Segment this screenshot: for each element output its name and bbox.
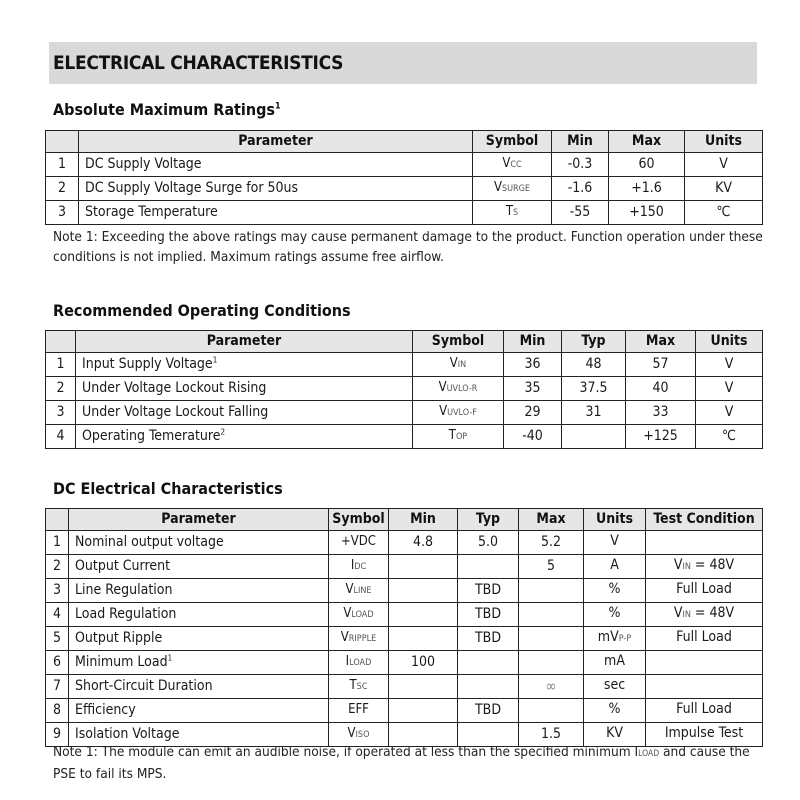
col-header-units: Units: [696, 331, 763, 353]
symbol-main: V: [340, 630, 349, 645]
parameter-text: DC Supply Voltage Surge for 50us: [85, 180, 299, 196]
parameter-text: Under Voltage Lockout Rising: [82, 380, 267, 396]
row-number-cell: 4: [46, 425, 76, 449]
abs-max-title: [53, 100, 281, 119]
max-cell: +1.6: [609, 177, 685, 201]
symbol-main: V: [438, 380, 447, 395]
table-row: [46, 603, 763, 627]
condition-main: Full Load: [676, 581, 732, 597]
rec-op-table: [45, 330, 763, 449]
row-number-cell: 1: [46, 353, 76, 377]
max-cell: [519, 627, 584, 651]
test-condition-cell: [646, 579, 763, 603]
condition-rest: = 48V: [690, 605, 735, 621]
symbol-main: +VDC: [341, 534, 376, 549]
parameter-cell: [69, 531, 329, 555]
condition-main: Full Load: [676, 629, 732, 645]
units-subscript: P-P: [618, 634, 632, 644]
min-cell: 35: [504, 377, 562, 401]
symbol-main: T: [349, 678, 357, 693]
units-cell: [584, 675, 646, 699]
min-cell: [389, 603, 458, 627]
typ-cell: 48: [562, 353, 626, 377]
test-condition-cell: [646, 555, 763, 579]
row-number-cell: 3: [46, 201, 79, 225]
table-row: [46, 699, 763, 723]
row-number-cell: 5: [46, 627, 69, 651]
parameter-cell: [79, 177, 473, 201]
col-header-parameter: Parameter: [76, 331, 413, 353]
units-main: sec: [603, 677, 626, 693]
symbol-subscript: UVLO-R: [446, 384, 478, 394]
units-cell: V: [696, 401, 763, 425]
symbol-cell: [413, 353, 504, 377]
min-cell: 29: [504, 401, 562, 425]
symbol-cell: [329, 699, 389, 723]
units-cell: [584, 699, 646, 723]
min-cell: -0.3: [552, 153, 609, 177]
parameter-cell: [76, 425, 413, 449]
row-number-cell: 3: [46, 579, 69, 603]
symbol-main: T: [505, 204, 513, 219]
parameter-text: Minimum Load: [75, 654, 168, 670]
table-row: [46, 531, 763, 555]
condition-main: Impulse Test: [664, 725, 744, 741]
typ-cell: 5.0: [458, 531, 519, 555]
dc-note-subscript: LOAD: [638, 749, 660, 759]
row-number-cell: 2: [46, 555, 69, 579]
parameter-cell: [69, 555, 329, 579]
typ-cell: TBD: [458, 627, 519, 651]
parameter-text: Storage Temperature: [85, 204, 218, 220]
condition-main: V: [673, 605, 683, 621]
condition-main: V: [673, 557, 683, 573]
max-cell: 5: [519, 555, 584, 579]
parameter-cell: [69, 675, 329, 699]
col-header-max: Max: [609, 131, 685, 153]
table-row: [46, 627, 763, 651]
parameter-text: Isolation Voltage: [75, 726, 180, 742]
col-header-test-condition: Test Condition: [646, 509, 763, 531]
units-main: mV: [597, 629, 619, 645]
units-main: mA: [604, 653, 625, 669]
col-header-units: Units: [584, 509, 646, 531]
table-header-row: [46, 509, 763, 531]
min-cell: 100: [389, 651, 458, 675]
parameter-text: Line Regulation: [75, 582, 173, 598]
units-main: KV: [606, 725, 623, 741]
parameter-text: Operating Temerature: [82, 428, 221, 444]
symbol-subscript: CC: [510, 160, 522, 170]
parameter-cell: [69, 579, 329, 603]
parameter-cell: [76, 401, 413, 425]
symbol-cell: [329, 675, 389, 699]
max-cell: 60: [609, 153, 685, 177]
page-title-bar: [49, 42, 757, 84]
min-cell: [389, 699, 458, 723]
parameter-text: Load Regulation: [75, 606, 177, 622]
symbol-main: I: [350, 558, 355, 573]
dc-note-text-1: Note 1: The module can emit an audible noise, if operated at less than the specified minimum I: [53, 744, 639, 760]
table-header-row: [46, 331, 763, 353]
parameter-text: Nominal output voltage: [75, 534, 224, 550]
parameter-footnote: 1: [212, 355, 218, 365]
symbol-cell: [329, 627, 389, 651]
table-row: [46, 177, 763, 201]
min-cell: [389, 675, 458, 699]
max-cell: 40: [626, 377, 696, 401]
units-main: %: [608, 581, 621, 597]
rec-op-title: Recommended Operating Conditions: [53, 301, 351, 320]
symbol-cell: [473, 153, 552, 177]
table-row: [46, 353, 763, 377]
symbol-subscript: S: [513, 208, 519, 218]
symbol-subscript: DC: [354, 562, 367, 572]
symbol-main: V: [347, 726, 356, 741]
dc-elec-note: [53, 743, 763, 784]
row-number-cell: 9: [46, 723, 69, 747]
test-condition-cell: [646, 651, 763, 675]
condition-rest: = 48V: [690, 557, 735, 573]
symbol-main: V: [439, 404, 448, 419]
typ-cell: 31: [562, 401, 626, 425]
max-cell: +125: [626, 425, 696, 449]
table-row: [46, 201, 763, 225]
units-main: %: [608, 605, 621, 621]
symbol-cell: [473, 201, 552, 225]
max-cell: 33: [626, 401, 696, 425]
col-header-symbol: Symbol: [413, 331, 504, 353]
parameter-text: Input Supply Voltage: [82, 356, 213, 372]
units-cell: ℃: [696, 425, 763, 449]
units-cell: V: [696, 353, 763, 377]
test-condition-cell: [646, 531, 763, 555]
table-row: [46, 153, 763, 177]
units-cell: [584, 651, 646, 675]
condition-subscript: IN: [682, 610, 691, 620]
row-number-cell: 7: [46, 675, 69, 699]
symbol-main: V: [343, 606, 352, 621]
col-header-max: Max: [626, 331, 696, 353]
parameter-cell: [69, 603, 329, 627]
table-header-row: [46, 131, 763, 153]
condition-subscript: IN: [682, 562, 691, 572]
table-row: [46, 401, 763, 425]
row-number-cell: 4: [46, 603, 69, 627]
typ-cell: TBD: [458, 603, 519, 627]
symbol-main: EFF: [348, 702, 369, 717]
min-cell: 4.8: [389, 531, 458, 555]
test-condition-cell: [646, 627, 763, 651]
col-header-no: [46, 509, 69, 531]
parameter-text: Under Voltage Lockout Falling: [82, 404, 269, 420]
units-cell: V: [685, 153, 763, 177]
max-cell: 57: [626, 353, 696, 377]
max-cell: 1.5: [519, 723, 584, 747]
units-cell: [584, 531, 646, 555]
col-header-min: Min: [552, 131, 609, 153]
max-cell: +150: [609, 201, 685, 225]
page-title: ELECTRICAL CHARACTERISTICS: [53, 52, 344, 74]
col-header-parameter: Parameter: [79, 131, 473, 153]
abs-max-note: Note 1: Exceeding the above ratings may cause permanent damage to the product. Function operation under these conditions is not implied. Maximum ratings assume free airflow.: [53, 229, 763, 265]
parameter-cell: [79, 153, 473, 177]
col-header-typ: Typ: [458, 509, 519, 531]
dc-elec-title: DC Electrical Characteristics: [53, 479, 283, 498]
symbol-subscript: ISO: [355, 730, 370, 740]
test-condition-cell: [646, 603, 763, 627]
parameter-cell: [79, 201, 473, 225]
max-cell: 5.2: [519, 531, 584, 555]
symbol-main: V: [493, 180, 502, 195]
row-number-cell: 2: [46, 377, 76, 401]
min-cell: -55: [552, 201, 609, 225]
parameter-cell: [69, 651, 329, 675]
symbol-cell: [329, 579, 389, 603]
symbol-cell: [329, 651, 389, 675]
typ-cell: TBD: [458, 579, 519, 603]
max-cell: ∞: [519, 675, 584, 699]
max-cell: [519, 603, 584, 627]
units-cell: [584, 555, 646, 579]
test-condition-cell: [646, 699, 763, 723]
symbol-cell: [329, 603, 389, 627]
typ-cell: [458, 675, 519, 699]
units-cell: KV: [685, 177, 763, 201]
typ-cell: 37.5: [562, 377, 626, 401]
min-cell: [389, 627, 458, 651]
symbol-main: V: [449, 356, 458, 371]
symbol-subscript: OP: [455, 432, 468, 442]
units-main: V: [610, 533, 619, 549]
table-row: [46, 675, 763, 699]
symbol-cell: [329, 555, 389, 579]
row-number-cell: 3: [46, 401, 76, 425]
symbol-main: T: [448, 428, 456, 443]
symbol-subscript: RIPPLE: [348, 634, 377, 644]
dc-elec-table: [45, 508, 763, 747]
max-cell: [519, 651, 584, 675]
row-number-cell: 1: [46, 153, 79, 177]
row-number-cell: 8: [46, 699, 69, 723]
row-number-cell: 2: [46, 177, 79, 201]
table-row: [46, 425, 763, 449]
parameter-cell: [69, 627, 329, 651]
min-cell: [389, 579, 458, 603]
parameter-cell: [76, 377, 413, 401]
units-cell: [584, 579, 646, 603]
col-header-symbol: Symbol: [473, 131, 552, 153]
parameter-text: Output Ripple: [75, 630, 163, 646]
min-cell: 36: [504, 353, 562, 377]
col-header-max: Max: [519, 509, 584, 531]
symbol-main: V: [502, 156, 511, 171]
units-cell: ℃: [685, 201, 763, 225]
typ-cell: TBD: [458, 699, 519, 723]
col-header-parameter: Parameter: [69, 509, 329, 531]
parameter-cell: [76, 353, 413, 377]
row-number-cell: 1: [46, 531, 69, 555]
typ-cell: [458, 555, 519, 579]
abs-max-title-footnote: 1: [274, 101, 281, 112]
abs-max-title-text: Absolute Maximum Ratings: [53, 100, 275, 119]
parameter-text: DC Supply Voltage: [85, 156, 202, 172]
col-header-no: [46, 331, 76, 353]
symbol-main: V: [345, 582, 354, 597]
symbol-main: I: [345, 654, 350, 669]
min-cell: [389, 555, 458, 579]
symbol-subscript: LINE: [353, 586, 372, 596]
symbol-cell: [329, 531, 389, 555]
table-row: [46, 377, 763, 401]
symbol-cell: [473, 177, 552, 201]
max-cell: [519, 579, 584, 603]
row-number-cell: 6: [46, 651, 69, 675]
units-cell: [584, 603, 646, 627]
col-header-symbol: Symbol: [329, 509, 389, 531]
test-condition-cell: [646, 675, 763, 699]
col-header-min: Min: [389, 509, 458, 531]
symbol-cell: [413, 425, 504, 449]
table-row: [46, 579, 763, 603]
table-row: [46, 555, 763, 579]
symbol-cell: [413, 401, 504, 425]
symbol-subscript: SURGE: [501, 184, 531, 194]
col-header-min: Min: [504, 331, 562, 353]
parameter-footnote: 2: [220, 427, 226, 437]
col-header-units: Units: [685, 131, 763, 153]
min-cell: -1.6: [552, 177, 609, 201]
parameter-footnote: 1: [167, 653, 173, 663]
typ-cell: [562, 425, 626, 449]
dc-note-text-2: and cause the PSE to fail its MPS.: [53, 744, 750, 782]
parameter-text: Efficiency: [75, 702, 136, 718]
parameter-text: Output Current: [75, 558, 170, 574]
units-cell: [584, 627, 646, 651]
symbol-subscript: UVLO-F: [447, 408, 477, 418]
max-cell: [519, 699, 584, 723]
symbol-subscript: SC: [356, 682, 368, 692]
abs-max-table: [45, 130, 763, 225]
col-header-typ: Typ: [562, 331, 626, 353]
units-main: A: [610, 557, 619, 573]
parameter-cell: [69, 699, 329, 723]
units-cell: V: [696, 377, 763, 401]
col-header-no: [46, 131, 79, 153]
symbol-cell: [413, 377, 504, 401]
table-row: [46, 651, 763, 675]
parameter-text: Short-Circuit Duration: [75, 678, 213, 694]
typ-cell: [458, 651, 519, 675]
symbol-subscript: LOAD: [349, 658, 372, 668]
condition-main: Full Load: [676, 701, 732, 717]
min-cell: -40: [504, 425, 562, 449]
symbol-subscript: LOAD: [351, 610, 374, 620]
units-main: %: [608, 701, 621, 717]
symbol-subscript: IN: [457, 360, 467, 370]
